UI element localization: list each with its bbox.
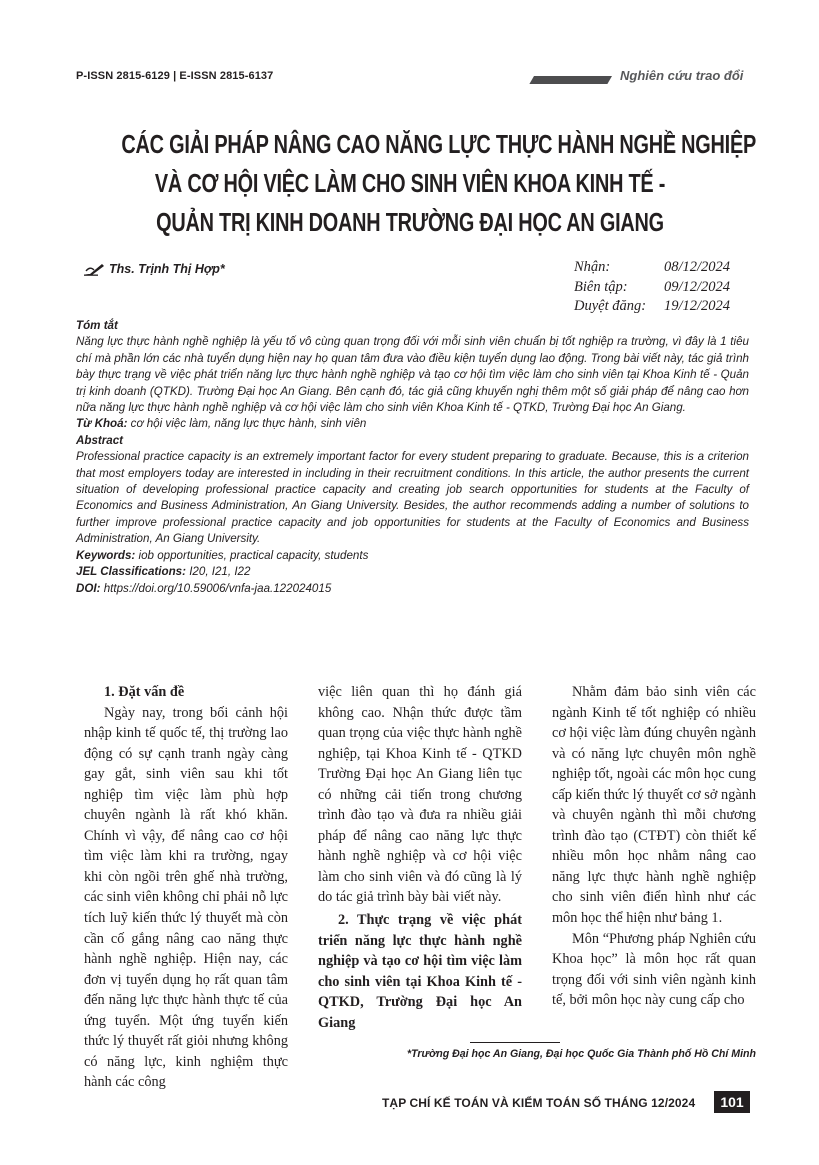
section-heading-2: 2. Thực trạng về việc phát triển năng lực thực hành nghề nghiệp và tạo cơ hội tìm việc làm cho sinh viên tại Khoa Kinh tế - QTKD, Trường Đại học An Giang <box>318 912 522 1031</box>
title-line-2: VÀ CƠ HỘI VIỆC LÀM CHO SINH VIÊN KHOA KINH TẾ - <box>154 170 666 198</box>
body-paragraph: Ngày nay, trong bối cảnh hội nhập kinh tế quốc tế, thị trường lao động có sự cạnh tranh ngày càng gay gắt, sinh viên sau khi tốt nghiệp tìm việc làm phù hợp chuyên ngành là rất khó khăn. Chính vì vậy, để nâng cao cơ hội tìm việc làm khi ra trường, ngay khi còn ngồi trên ghế nhà trường, các sinh viên không chỉ phải nỗ lực tích luỹ kiến thức lý thuyết mà còn cần cố gắng nâng cao năng thực hành nghề nghiệp. Hiện nay, các đơn vị tuyển dụng họ rất quan tâm đến năng lực thực hành thực tế của ứng tuyển. Một ứng tuyển kiến thức lý thuyết rất giỏi nhưng không có năng lực, kinh nghiệm thực hành các công <box>84 704 288 1091</box>
date-approved: Duyệt đăng: 19/12/2024 <box>574 298 731 314</box>
footnote: *Trường Đại học An Giang, Đại học Quốc Gia Thành phố Hồ Chí Minh <box>407 1048 756 1060</box>
jel-classifications: JEL Classifications: I20, I21, I22 <box>76 565 251 579</box>
section-heading-1: 1. Đặt vấn đề <box>104 684 185 700</box>
abstract-section <box>76 318 749 597</box>
doi-link[interactable]: https://doi.org/10.59006/vnfa-jaa.122024015 <box>103 581 332 595</box>
section-bar <box>529 76 612 84</box>
summary-text: Năng lực thực hành nghề nghiệp là yếu tố vô cùng quan trọng đối với mỗi sinh viên chuẩn bị tốt nghiệp ra trường, vì đây là 1 tiêu chí mà phần lớn các nhà tuyển dụng hiện nay họ quan tâm đưa vào điều kiện tuyển dụng lao động. Trong bài viết này, tác giả trình bày thực trạng về việc phát triển năng lực thực hành nghề nghiệp và tạo cơ hội tìm việc làm cho sinh viên tại Khoa Kinh tế - Quản trị kinh doanh (QTKD). Trường Đại học An Giang. Bên cạnh đó, tác giả cũng khuyến nghị thêm một số giải pháp để nâng cao hơn nữa năng lực thực hành nghề nghiệp và cơ hội việc làm cho sinh viên Khoa Kinh tế - QTKD, Trường Đại học An Giang. <box>76 335 749 415</box>
body-column-1 <box>84 682 288 1091</box>
doi-line: DOI: https://doi.org/10.59006/vnfa-jaa.122024015 <box>76 581 332 595</box>
article-dates <box>574 258 730 317</box>
summary-keywords: Từ Khoá: cơ hội việc làm, năng lực thực hành, sinh viên <box>76 417 367 431</box>
abstract-text: Professional practice capacity is an extremely important factor for every student preparing to graduate. Because, this is a criterion that most employers today are interested in including in their recruitment conditions. In this article, the author presents the current situation of developing professional practice capacity and creating job search opportunities for students at the Faculty of Economics and Business Administration, An Giang University. Besides, the author recommends adding a number of solutions to further improve professional practice capacity and job opportunities for students at the Faculty of Economics and Business Administration, An Giang University. <box>76 450 749 546</box>
title-line-3: QUẢN TRỊ KINH DOANH TRƯỜNG ĐẠI HỌC AN GIANG <box>156 209 664 237</box>
body-paragraph: Môn “Phương pháp Nghiên cứu Khoa học” là môn học rất quan trọng đối với sinh viên ngành kinh tế, bởi môn học này cung cấp cho <box>552 930 756 1009</box>
body-paragraph: việc liên quan thì họ đánh giá không cao. Nhận thức được tầm quan trọng của việc thực hành nghề nghiệp, tại Khoa Kinh tế - QTKD Trường Đại học An Giang liên tục có những cải tiến trong chương trình đào tạo và đưa ra nhiều giải pháp để nâng cao năng lực thực hành nghề nghiệp và cơ hội việc làm cho sinh viên và đó cũng là lý do tác giả trình bày bài viết này. <box>318 684 522 906</box>
summary-heading: Tóm tắt <box>76 319 118 332</box>
abstract-keywords: Keywords: iob opportunities, practical capacity, students <box>76 548 369 562</box>
author-name: Ths. Trịnh Thị Hợp* <box>109 262 225 276</box>
pen-writing-icon <box>84 262 106 276</box>
body-column-3 <box>552 682 756 1027</box>
section-label: Nghiên cứu trao đổi <box>620 68 744 83</box>
author-line <box>84 262 225 276</box>
date-received: Nhận: 08/12/2024 <box>574 259 731 275</box>
body-paragraph: Nhằm đảm bảo sinh viên các ngành Kinh tế tốt nghiệp có nhiều cơ hội việc làm đúng chuyên ngành và có năng lực chuyên môn nghề nghiệp tốt, ngoài các môn học cung cấp kiến thức lý thuyết cơ sở ngành và chuyên ngành thì mỗi chương trình đào tạo (CTĐT) còn thiết kế nhiều môn học nhằm nâng cao năng lực thực hành nghề nghiệp cho sinh viên điển hình như các môn học thể hiện như bảng 1. <box>552 684 756 927</box>
date-edited: Biên tập: 09/12/2024 <box>574 278 731 295</box>
issn-line: P-ISSN 2815-6129 | E-ISSN 2815-6137 <box>76 70 274 82</box>
journal-name: TẠP CHÍ KẾ TOÁN VÀ KIỂM TOÁN SỐ THÁNG 12/2024 <box>382 1096 696 1110</box>
page-number: 101 <box>714 1091 750 1113</box>
footnote-rule <box>470 1042 560 1043</box>
article-title <box>121 126 757 243</box>
body-column-2 <box>318 682 522 1031</box>
title-line-1: CÁC GIẢI PHÁP NÂNG CAO NĂNG LỰC THỰC HÀNH NGHỀ NGHIỆP <box>121 131 757 159</box>
abstract-heading: Abstract <box>76 433 124 447</box>
